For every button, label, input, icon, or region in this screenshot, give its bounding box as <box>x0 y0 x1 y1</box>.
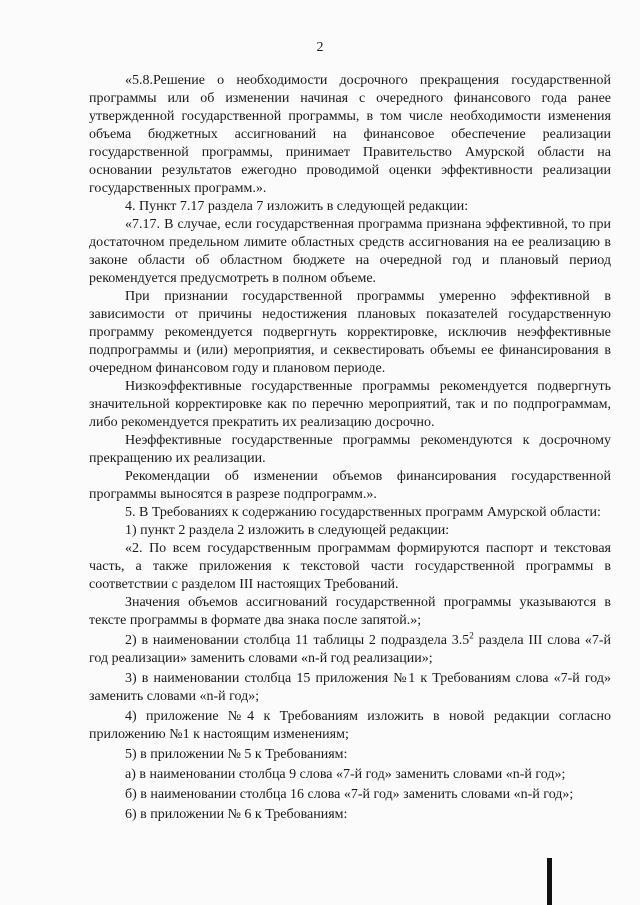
paragraph-subitem-5b: б) в наименовании столбца 16 слова «7-й год» заменить словами «n-й год»; <box>125 787 574 802</box>
paragraph-subitem-1: 1) пункт 2 раздела 2 изложить в следующей редакции: <box>125 523 450 538</box>
paragraph-moderate-efficiency: При признании государственной программы умеренно эффективной в зависимости от причины недостижения плановых показателей государственную программу рекомендуется подвергнуть корректировке, исключив неэффективные подпрограммы и (или) мероприятия, и секвестировать объемы ее финансирования в очередном финансовом году и плановом периоде. <box>89 289 611 376</box>
subitem-2-text-after: раздела III слова «7-й год реализации» заменить словами «n-й год реализации»; <box>89 633 611 666</box>
paragraph-item-5: 5. В Требованиях к содержанию государственных программ Амурской области: <box>125 505 601 520</box>
paragraph-quote-2: «2. По всем государственным программам формируются паспорт и текстовая часть, а также приложения к текстовой части государственной программы в соответствии с разделом III настоящих Требований. <box>89 541 611 592</box>
paragraph-7-17: «7.17. В случае, если государственная программа признана эффективной, то при достаточном предельном лимите областных средств ассигнования на ее реализацию в законе области об областном бюджете на очередной год и плановый период рекомендуется предусмотреть в полном объеме. <box>89 217 611 286</box>
paragraph-values-format: Значения объемов ассигнований государственной программы указываются в тексте программы в формате два знака после запятой.»; <box>89 595 611 628</box>
paragraph-item-4: 4. Пункт 7.17 раздела 7 изложить в следующей редакции: <box>125 199 469 214</box>
paragraph-subitem-5: 5) в приложении № 5 к Требованиям: <box>125 747 348 762</box>
paragraph-5-8: «5.8.Решение о необходимости досрочного прекращения государственной программы или об изменении начиная с очередного финансового года ранее утвержденной государственной программы, в том числе необходимости изменения объема бюджетных ассигнований на финансовое обеспечение реализации государственной программы, принимает Правительство Амурской области на основании результатов ежегодно проводимой оценки эффективности реализации государственных программ.». <box>89 73 611 196</box>
subitem-2-text-before: 2) в наименовании столбца 11 таблицы 2 подраздела 3.5 <box>125 633 470 648</box>
paragraph-low-efficiency: Низкоэффективные государственные программы рекомендуется подвергнуть значительной корректировке как по перечню мероприятий, так и по подпрограммам, либо рекомендуется прекратить их реализацию досрочно. <box>89 379 611 430</box>
scan-margin-mark <box>547 858 552 905</box>
paragraph-subitem-6: 6) в приложении № 6 к Требованиям: <box>125 807 348 822</box>
paragraph-subitem-2 <box>89 632 611 668</box>
paragraph-inefficient: Неэффективные государственные программы рекомендуются к досрочному прекращению их реализации. <box>89 433 611 466</box>
page-number: 2 <box>316 40 324 55</box>
paragraph-subitem-5a: а) в наименовании столбца 9 слова «7-й год» заменить словами «n-й год»; <box>125 767 566 782</box>
paragraph-subitem-4: 4) приложение №4 к Требованиям изложить в новой редакции согласно приложению №1 к настоящим изменениям; <box>89 709 611 742</box>
paragraph-recommendations: Рекомендации об изменении объемов финансирования государственной программы выносятся в разрезе подпрограмм.». <box>89 469 611 502</box>
subitem-2-superscript: 2 <box>469 630 474 641</box>
document-body <box>89 72 611 826</box>
paragraph-subitem-3: 3) в наименовании столбца 15 приложения №1 к Требованиям слова «7-й год» заменить словами «n-й год»; <box>89 671 611 704</box>
